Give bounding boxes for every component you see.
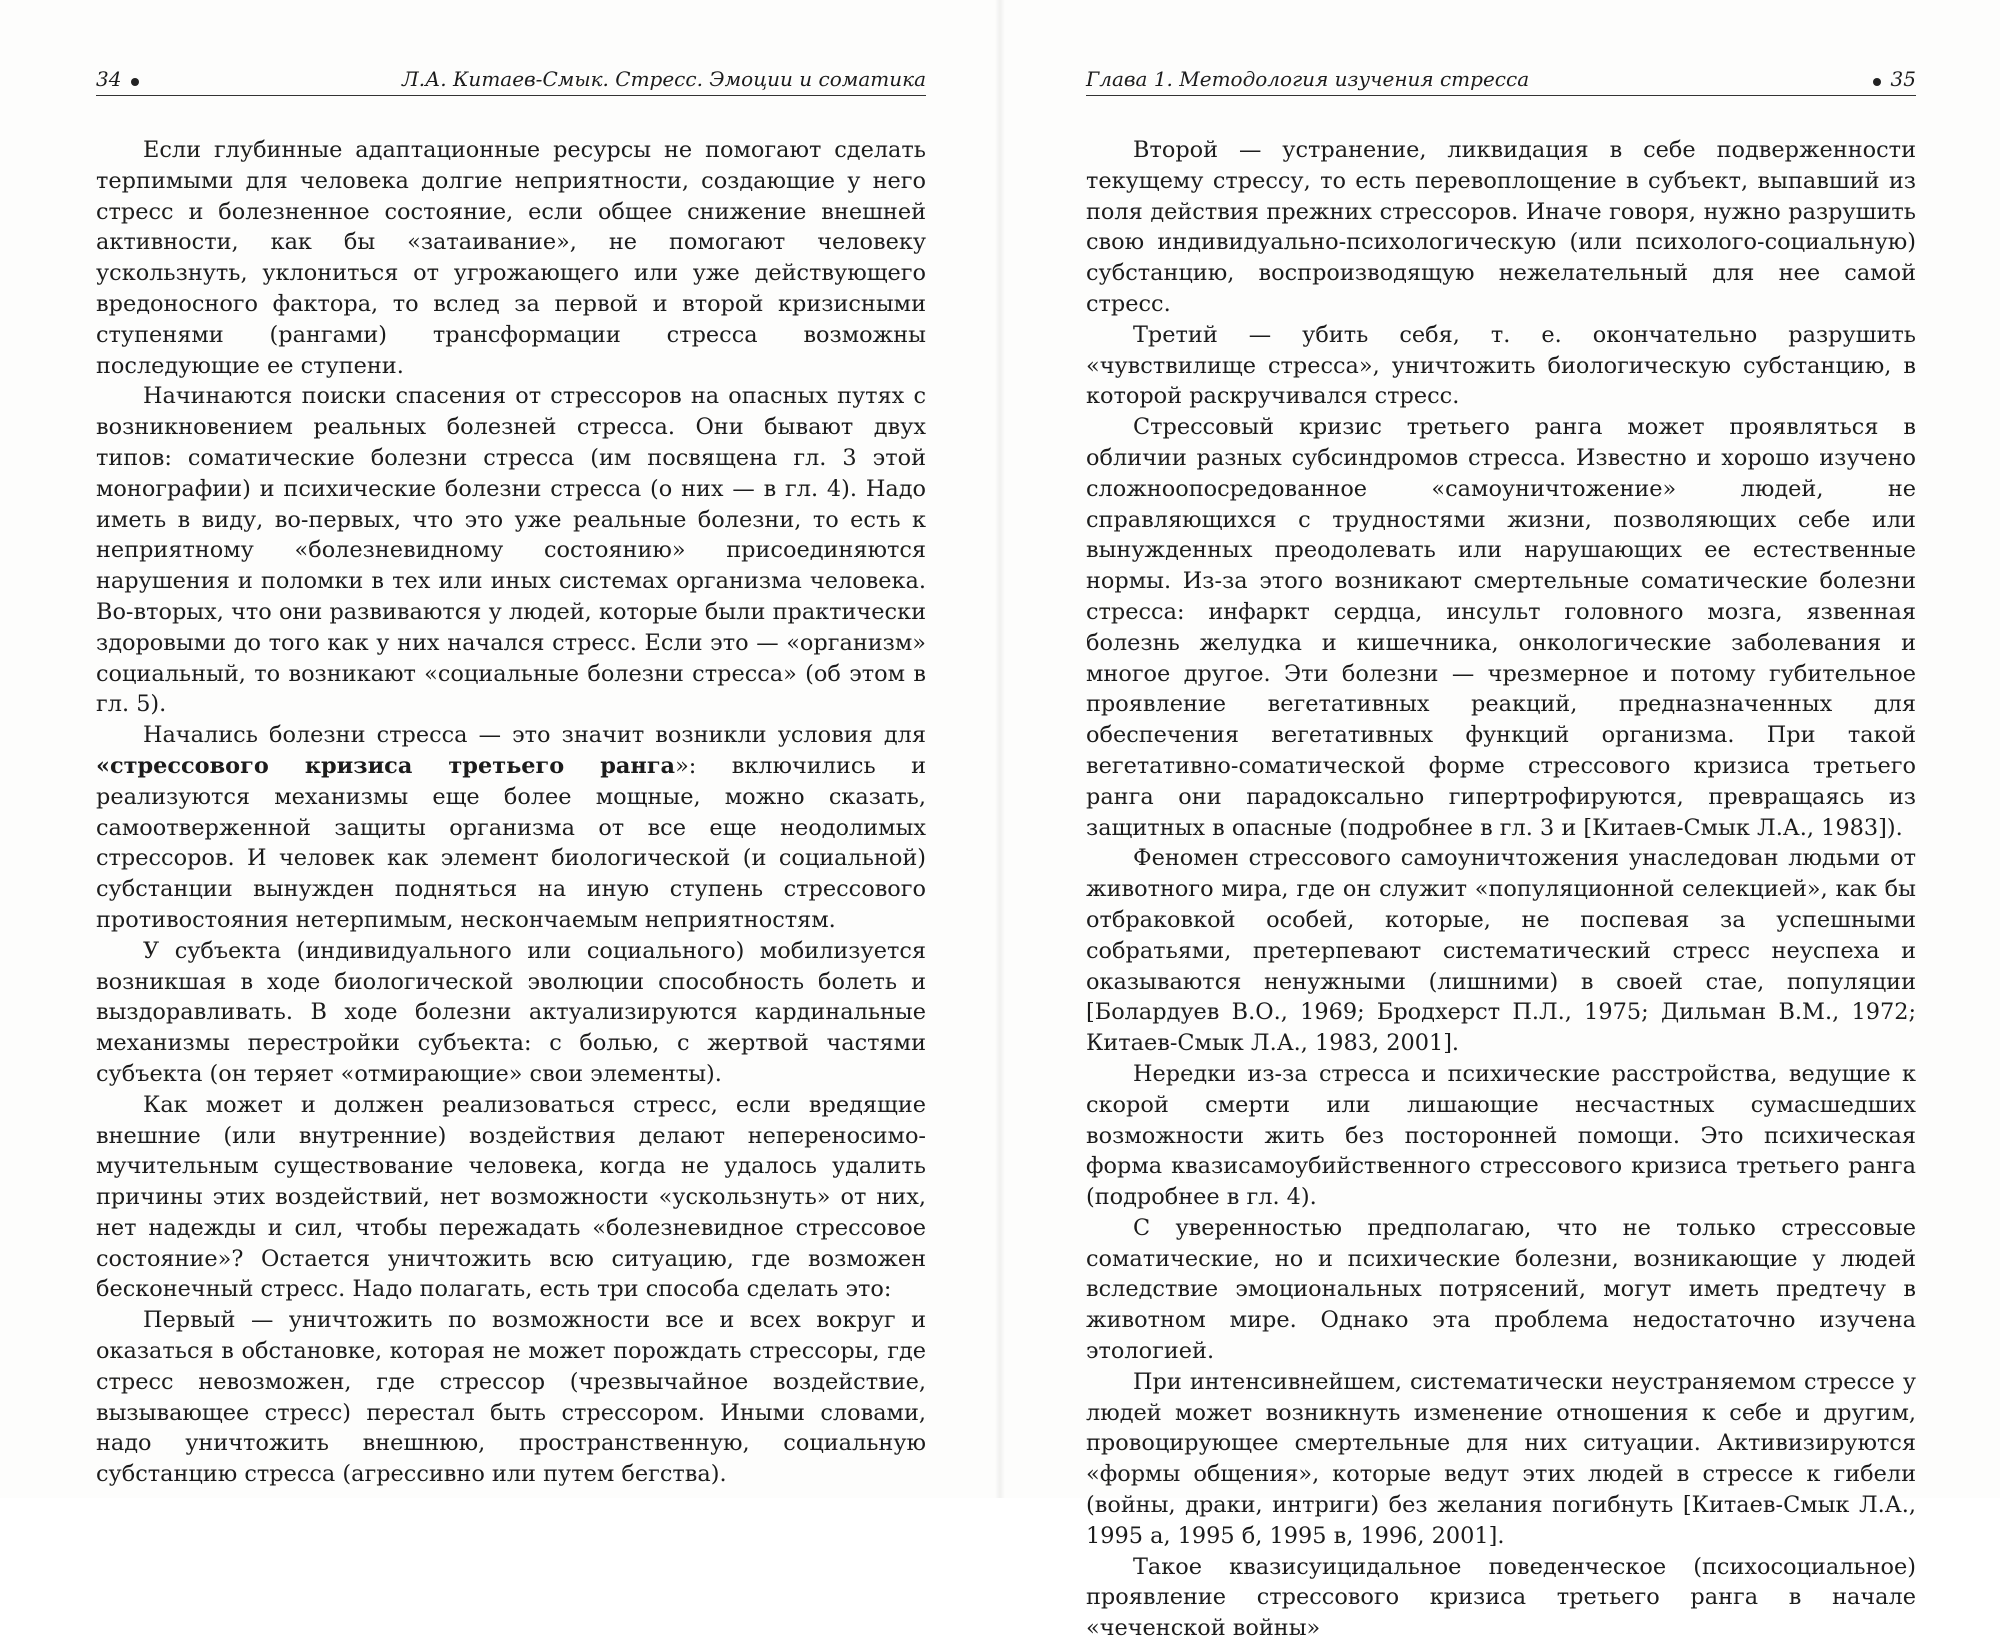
paragraph: Второй — устранение, ликвидация в себе подверженности текущему стрессу, то есть перевоплощение в субъект, выпавший из поля действия прежних стрессоров. Иначе говоря, нужно разрушить свою индивидуально-психологическую (или психолого-социальную) субстанцию, воспроизводящую нежелательный для нее самой стресс. <box>1086 137 1916 317</box>
bullet-icon <box>131 78 139 86</box>
paragraph: Как может и должен реализоваться стресс, если вредящие внешние (или внутренние) воздействия делают непереносимо-мучительным существование человека, когда не удалось удалить причины этих воздействий, нет возможности «ускользнуть» от них, нет надежды и сил, чтобы пережадать «болезневидное стрессовое состояние»? Остается уничтожить всю ситуацию, где возможен бесконечный стресс. Надо полагать, есть три способа сделать это: <box>96 1091 926 1303</box>
left-page <box>0 0 1000 1498</box>
paragraph: Нередки из-за стресса и психические расстройства, ведущие к скорой смерти или лишающие несчастных сумасшедших возможности жить без посторонней помощи. Это психическая форма квазисамоубийственного стрессового кризиса третьего ранга (подробнее в гл. 4). <box>1086 1060 1916 1211</box>
bullet-icon <box>1873 78 1881 86</box>
paragraph: Начинаются поиски спасения от стрессоров на опасных путях с возникновением реальных болезней стресса. Они бывают двух типов: соматические болезни стресса (им посвящена гл. 3 этой монографии) и психические болезни стресса (о них — в гл. 4). Надо иметь в виду, во-первых, что это уже реальные болезни, то есть к неприятному «болезневидному состоянию» присоединяются нарушения и поломки в тех или иных системах организма человека. Во-вторых, что они развиваются у людей, которые были практически здоровыми до того как у них начался стресс. Если это — «организм» социальный, то возникают «социальные болезни стресса» (об этом в гл. 5). <box>96 383 926 718</box>
left-running-head-title: Л.А. Китаев-Смык. Стресс. Эмоции и соматика <box>402 67 926 91</box>
left-running-head <box>96 62 926 96</box>
paragraph: Третий — убить себя, т. е. окончательно разрушить «чувствилище стресса», уничтожить биологическую субстанцию, в которой раскручивался стресс. <box>1086 321 1916 410</box>
paragraph: Стрессовый кризис третьего ранга может проявляться в обличии разных субсиндромов стресса. Известно и хорошо изучено сложноопосредованное «самоуничтожение» людей, не справляющихся с трудностями жизни, позволяющих себе или вынужденных преодолевать или нарушающих ее естественные нормы. Из-за этого возникают смертельные соматические болезни стресса: инфаркт сердца, инсульт головного мозга, язвенная болезнь желудка и кишечника, онкологические заболевания и многое другое. Эти болезни — чрезмерное и потому губительное проявление вегетативных реакций, предназначенных для обеспечения вегетативных функций организма. При такой вегетативно-соматической форме стрессового кризиса третьего ранга они парадоксально гипертрофируются, превращаясь из защитных в опасные (подробнее в гл. 3 и [Китаев-Смык Л.А., 1983]). <box>1086 414 1916 841</box>
paragraph: Феномен стрессового самоуничтожения унаследован людьми от животного мира, где он служит «популяционной селекцией», как бы отбраковкой особей, которые, не поспевая за успешными собратьями, претерпевают систематический стресс неуспеха и оказываются ненужными (лишними) в своей стае, популяции [Болардуев В.О., 1969; Бродхерст П.Л., 1975; Дильман В.М., 1972; Китаев-Смык Л.А., 1983, 2001]. <box>1086 845 1916 1057</box>
left-page-number: 34 <box>96 67 122 91</box>
right-page-text <box>1086 135 1916 1644</box>
left-page-text <box>96 135 926 1490</box>
bold-term: стрессового кризиса третьего ранга <box>110 752 676 779</box>
right-running-head-title: Глава 1. Методология изучения стресса <box>1086 67 1530 91</box>
paragraph: При интенсивнейшем, систематически неустраняемом стрессе у людей может возникнуть изменение отношения к себе и другим, провоцирующее смертельные для них ситуации. Активизируются «формы общения», которые ведут этих людей в стрессе к гибели (войны, драки, интриги) без желания погибнуть [Китаев-Смык Л.А., 1995 а, 1995 б, 1995 в, 1996, 2001]. <box>1086 1368 1916 1549</box>
right-page-number: 35 <box>1890 67 1916 91</box>
right-running-head <box>1086 62 1916 96</box>
paragraph: Такое квазисуицидальное поведенческое (психосоциальное) проявление стрессового кризиса третьего ранга в начале «чеченской войны» <box>1086 1553 1916 1642</box>
paragraph: С уверенностью предполагаю, что не только стрессовые соматические, но и психические болезни, возникающие у людей вследствие эмоциональных потрясений, могут иметь предтечу в животном мире. Однако эта проблема недостаточно изучена этологией. <box>1086 1214 1916 1365</box>
right-page <box>1000 0 2000 1642</box>
paragraph: У субъекта (индивидуального или социального) мобилизуется возникшая в ходе биологической эволюции способность болеть и выздоравливать. В ходе болезни актуализируются кардинальные механизмы перестройки субъекта: с болью, с жертвой частями субъекта (он теряет «отмирающие» свои элементы). <box>96 937 926 1087</box>
paragraph: Если глубинные адаптационные ресурсы не помогают сделать терпимыми для человека долгие неприятности, создающие у него стресс и болезненное состояние, если общее снижение внешней активности, как бы «затаивание», не помогают человеку ускользнуть, уклониться от угрожающего или уже действующего вредоносного фактора, то вслед за первой и второй кризисными ступенями (рангами) трансформации стресса возможны последующие ее ступени. <box>96 137 926 379</box>
paragraph: Первый — уничтожить по возможности все и всех вокруг и оказаться в обстановке, которая не может порождать стрессоры, где стресс невозможен, где стрессор (чрезвычайное воздействие, вызывающее стресс) перестал быть стрессором. Иными словами, надо уничтожить внешнюю, пространственную, социальную субстанцию стресса (агрессивно или путем бегства). <box>96 1307 926 1488</box>
paragraph: Начались болезни стресса — это значит возникли условия для «стрессового кризиса третьего ранга»: включились и реализуются механизмы еще более мощные, можно сказать, самоотверженной защиты организма от все еще неодолимых стрессоров. И человек как элемент биологической (и социальной) субстанции вынужден подняться на иную ступень стрессового противостояния нетерпимым, нескончаемым неприятностям. <box>96 722 926 933</box>
